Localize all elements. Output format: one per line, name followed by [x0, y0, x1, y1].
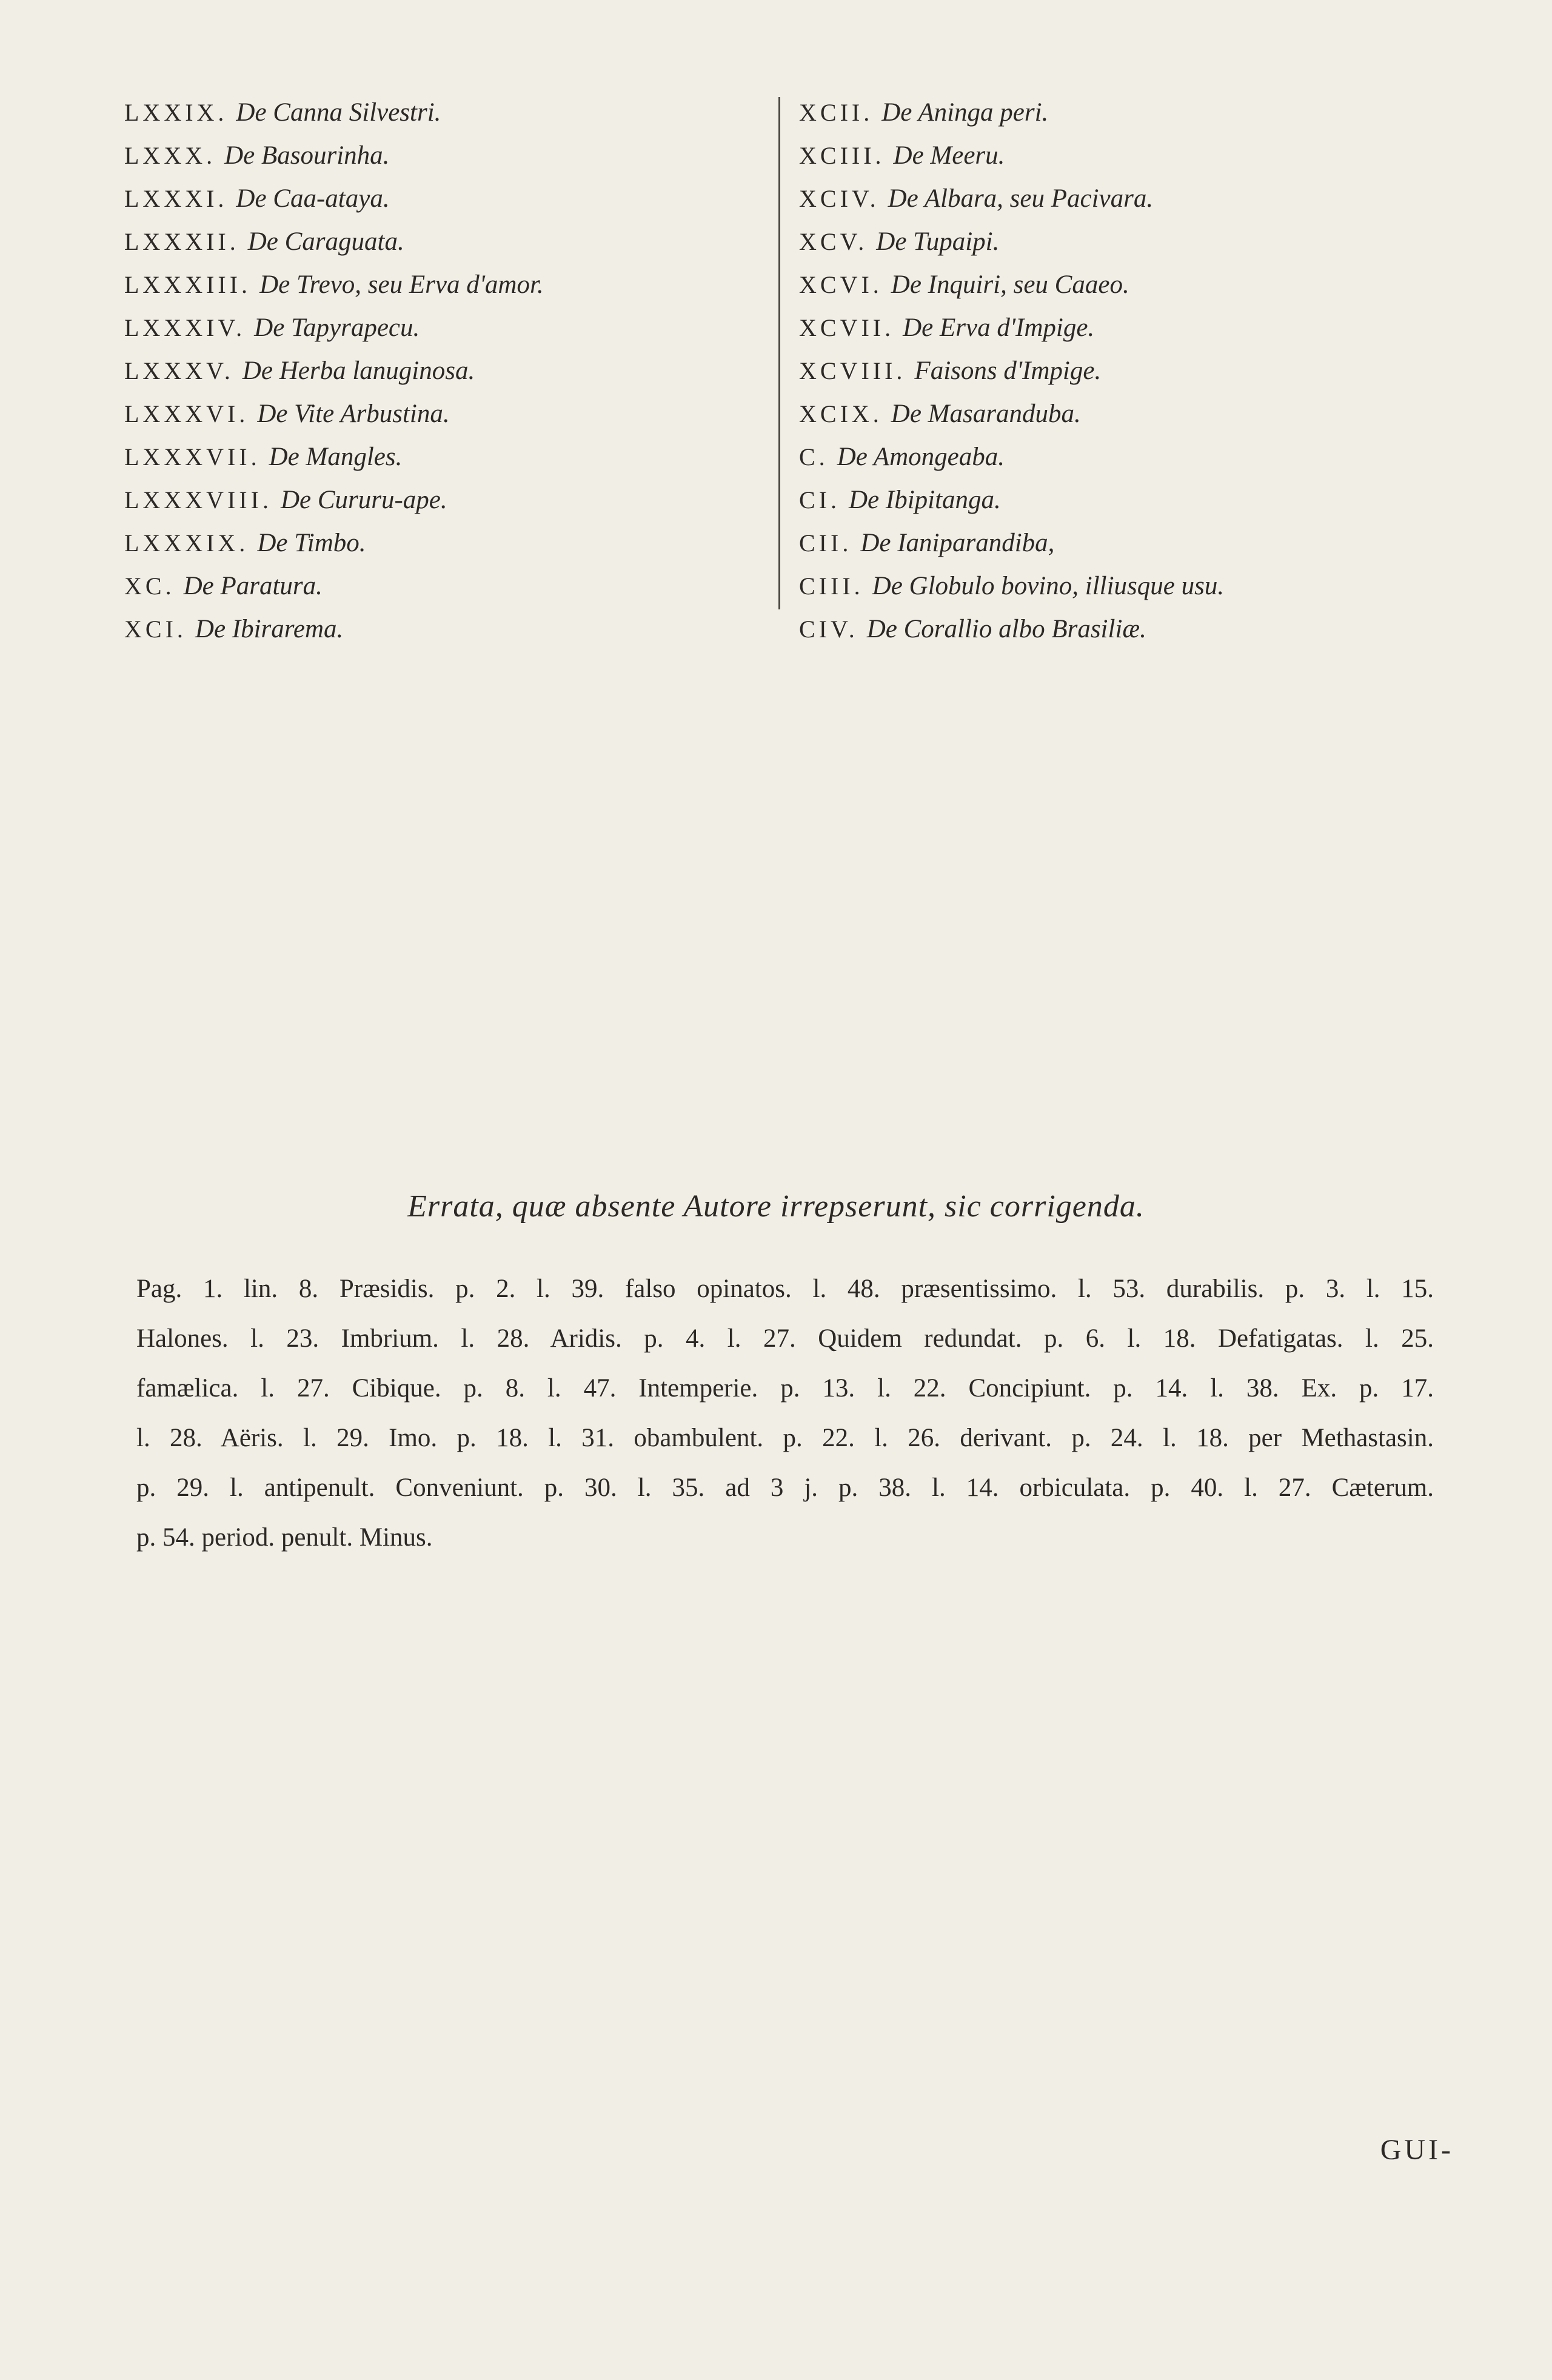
toc-entry	[124, 392, 755, 435]
toc-entry-number: CIII.	[799, 572, 864, 600]
toc-left-column	[124, 91, 755, 651]
toc-entry	[799, 263, 1527, 306]
toc-entry	[124, 263, 755, 306]
toc-entry	[124, 608, 755, 651]
toc-entry-title: De Mangles.	[269, 443, 403, 471]
toc-entry	[124, 306, 755, 349]
toc-entry-number: LXXXVII.	[124, 443, 261, 471]
toc-entry-title: De Caraguata.	[247, 227, 404, 256]
toc-entry-title: De Meeru.	[893, 141, 1005, 170]
toc-entry	[124, 220, 755, 263]
toc-entry	[799, 134, 1527, 177]
toc-entry-number: XCIII.	[799, 142, 885, 169]
toc-entry-title: De Tupaipi.	[876, 227, 1000, 256]
toc-entry-title: De Tapyrapecu.	[254, 313, 420, 342]
toc-entry-title: De Herba lanuginosa.	[242, 357, 475, 385]
toc-entry-number: LXXIX.	[124, 99, 228, 126]
toc-entry-number: CII.	[799, 529, 852, 557]
errata-line: p. 29. l. antipenult. Conveniunt. p. 30. l. 35. ad 3 j. p. 38. l. 14. orbiculata. p. 40. l. 27. Cæterum.	[136, 1473, 1434, 1502]
errata-line: Pag. 1. lin. 8. Præsidis. p. 2. l. 39. falso opinatos. l. 48. præsentissimo. l. 53. durabilis. p. 3. l. 15.	[136, 1275, 1434, 1303]
toc-entry-title: De Trevo, seu Erva d'amor.	[259, 270, 544, 299]
toc-entry	[124, 521, 755, 565]
toc-entry-title: De Basourinha.	[224, 141, 390, 170]
errata-line: famælica. l. 27. Cibique. p. 8. l. 47. Intemperie. p. 13. l. 22. Concipiunt. p. 14. l. 38. Ex. p. 17.	[136, 1374, 1434, 1403]
toc-entry	[799, 91, 1527, 134]
toc-entry-number: LXXXIV.	[124, 314, 246, 341]
toc-entry-title: De Ibipitanga.	[849, 486, 1001, 514]
toc-right-column	[799, 91, 1527, 651]
toc-entry	[124, 134, 755, 177]
toc-entry-title: De Aninga peri.	[881, 98, 1049, 127]
toc-entry	[799, 220, 1527, 263]
toc-entry-title: De Caa-ataya.	[236, 184, 390, 213]
toc-entry-number: XCVII.	[799, 314, 895, 341]
toc-entry-number: LXXXI.	[124, 185, 228, 212]
toc-entry	[124, 478, 755, 521]
toc-entry-number: XCVIII.	[799, 357, 906, 384]
toc-entry-number: LXXXIII.	[124, 271, 252, 298]
toc-entry-title: De Ibirarema.	[195, 615, 344, 643]
toc-entry-number: LXXXVI.	[124, 400, 249, 427]
toc-entry-number: XCIV.	[799, 185, 880, 212]
toc-entry	[799, 306, 1527, 349]
toc-entry-title: De Vite Arbustina.	[257, 400, 450, 428]
toc-entry-title: De Albara, seu Pacivara.	[888, 184, 1154, 213]
toc-entry-title: De Canna Silvestri.	[236, 98, 441, 127]
toc-entry	[124, 177, 755, 220]
toc-entry-number: LXXXVIII.	[124, 486, 272, 514]
toc-entry-title: De Masaranduba.	[891, 400, 1081, 428]
errata-paragraph	[136, 1264, 1434, 1563]
toc-entry	[124, 565, 755, 608]
errata-line: p. 54. period. penult. Minus.	[136, 1523, 433, 1552]
toc-entry	[799, 565, 1527, 608]
errata-line: l. 28. Aëris. l. 29. Imo. p. 18. l. 31. obambulent. p. 22. l. 26. derivant. p. 24. l. 18. per Methastasin.	[136, 1424, 1434, 1452]
toc-entry-number: CI.	[799, 486, 840, 514]
toc-entry-title: De Timbo.	[257, 529, 366, 557]
toc-entry-title: De Ianiparandiba,	[860, 529, 1055, 557]
toc-entry	[799, 392, 1527, 435]
toc-entry-number: LXXX.	[124, 142, 216, 169]
toc-entry-number: LXXXII.	[124, 228, 239, 255]
toc-entry-number: XCII.	[799, 99, 874, 126]
toc-entry	[799, 177, 1527, 220]
toc-entry-number: XCIX.	[799, 400, 883, 427]
toc-entry-title: De Inquiri, seu Caaeo.	[891, 270, 1129, 299]
toc-entry-title: De Paratura.	[183, 572, 323, 600]
toc-entry-number: C.	[799, 443, 829, 471]
toc-entry	[799, 521, 1527, 565]
toc-entry-number: XC.	[124, 572, 175, 600]
toc-entry-title: De Globulo bovino, illiusque usu.	[872, 572, 1225, 600]
toc-entry	[799, 608, 1527, 651]
toc-entry-number: LXXXV.	[124, 357, 234, 384]
toc-entry-number: LXXXIX.	[124, 529, 249, 557]
toc-entry-number: XCV.	[799, 228, 868, 255]
column-divider	[778, 97, 780, 609]
toc-entry-title: De Cururu-ape.	[280, 486, 447, 514]
toc-entry	[124, 349, 755, 392]
catchword: GUI-	[1380, 2134, 1454, 2166]
toc-entry-title: De Corallio albo Brasiliæ.	[866, 615, 1146, 643]
toc-entry	[799, 478, 1527, 521]
toc-entry-title: De Amongeaba.	[837, 443, 1005, 471]
toc-entry-number: CIV.	[799, 615, 858, 643]
toc-entry-title: Faisons d'Impige.	[914, 357, 1102, 385]
toc-entry	[799, 349, 1527, 392]
errata-heading: Errata, quæ absente Autore irrepserunt, sic corrigenda.	[407, 1189, 1145, 1224]
toc-entry-number: XCVI.	[799, 271, 883, 298]
toc-entry-title: De Erva d'Impige.	[903, 313, 1095, 342]
toc-entry	[124, 435, 755, 478]
toc-entry	[124, 91, 755, 134]
toc-entry	[799, 435, 1527, 478]
toc-entry-number: XCI.	[124, 615, 187, 643]
errata-line: Halones. l. 23. Imbrium. l. 28. Aridis. p. 4. l. 27. Quidem redundat. p. 6. l. 18. Defatigatas. l. 25.	[136, 1324, 1434, 1353]
